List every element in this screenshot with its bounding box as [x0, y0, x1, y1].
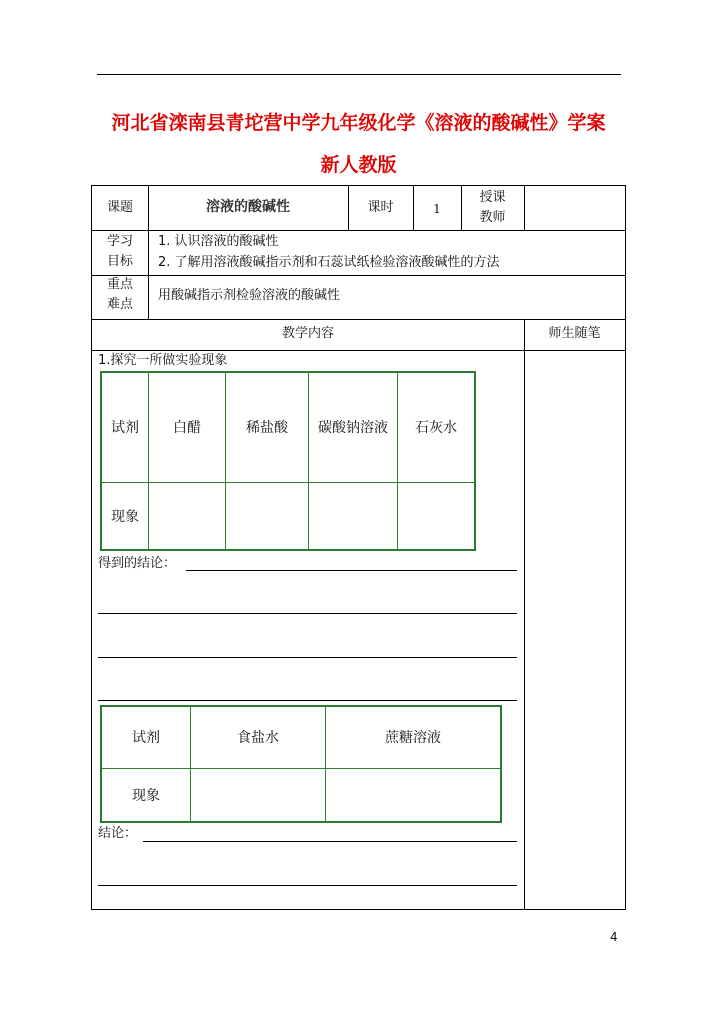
table-cell: 蔗糖溶液 [326, 706, 502, 768]
conclusion-label: 得到的结论： [98, 556, 177, 571]
table-cell[interactable] [191, 768, 326, 822]
document-title: 河北省滦南县青坨营中学九年级化学《溶液的酸碱性》学案 [111, 112, 606, 134]
teacher-label-1: 授课 [479, 190, 506, 205]
topic-value: 溶液的酸碱性 [206, 199, 290, 215]
table-cell[interactable] [309, 482, 398, 550]
table-cell[interactable] [226, 482, 309, 550]
answer-line[interactable] [98, 885, 517, 886]
answer-line[interactable] [98, 613, 517, 614]
goal-item: 1. 认识溶液的酸碱性 [158, 234, 279, 249]
section-title: 1.探究一所做实验现象 [98, 353, 228, 368]
table-cell: 碳酸钠溶液 [309, 372, 398, 482]
table-cell[interactable] [149, 482, 226, 550]
page-number: 4 [610, 930, 618, 944]
focus-label-2: 难点 [106, 297, 133, 312]
experiment-table-1 [100, 371, 476, 551]
hours-value: 1 [433, 202, 441, 216]
goal-item: 2. 了解用溶液酸碱指示剂和石蕊试纸检验溶液酸碱性的方法 [158, 255, 500, 270]
hours-label: 课时 [367, 200, 394, 215]
table-cell: 石灰水 [398, 372, 476, 482]
answer-line[interactable] [186, 570, 517, 571]
focus-label-1: 重点 [106, 277, 133, 292]
table-cell[interactable] [398, 482, 476, 550]
goals-label-1: 学习 [106, 234, 133, 249]
table-cell: 食盐水 [191, 706, 326, 768]
document-subtitle: 新人教版 [320, 154, 397, 176]
table-cell[interactable] [326, 768, 502, 822]
header-rule [97, 74, 621, 75]
conclusion-label: 结论： [98, 826, 138, 841]
table-cell: 稀盐酸 [226, 372, 309, 482]
table-cell: 试剂 [101, 706, 191, 768]
table-cell: 试剂 [101, 372, 149, 482]
experiment-table-2 [100, 705, 502, 823]
teacher-label-2: 教师 [479, 210, 506, 225]
focus-text: 用酸碱指示剂检验溶液的酸碱性 [158, 288, 341, 303]
goals-label-2: 目标 [106, 254, 133, 269]
notes-header: 师生随笔 [548, 326, 601, 341]
answer-line[interactable] [143, 841, 517, 842]
topic-label: 课题 [106, 200, 133, 215]
table-cell: 现象 [101, 482, 149, 550]
table-cell: 白醋 [149, 372, 226, 482]
content-header: 教学内容 [281, 326, 334, 341]
answer-line[interactable] [98, 700, 517, 701]
table-cell: 现象 [101, 768, 191, 822]
answer-line[interactable] [98, 657, 517, 658]
